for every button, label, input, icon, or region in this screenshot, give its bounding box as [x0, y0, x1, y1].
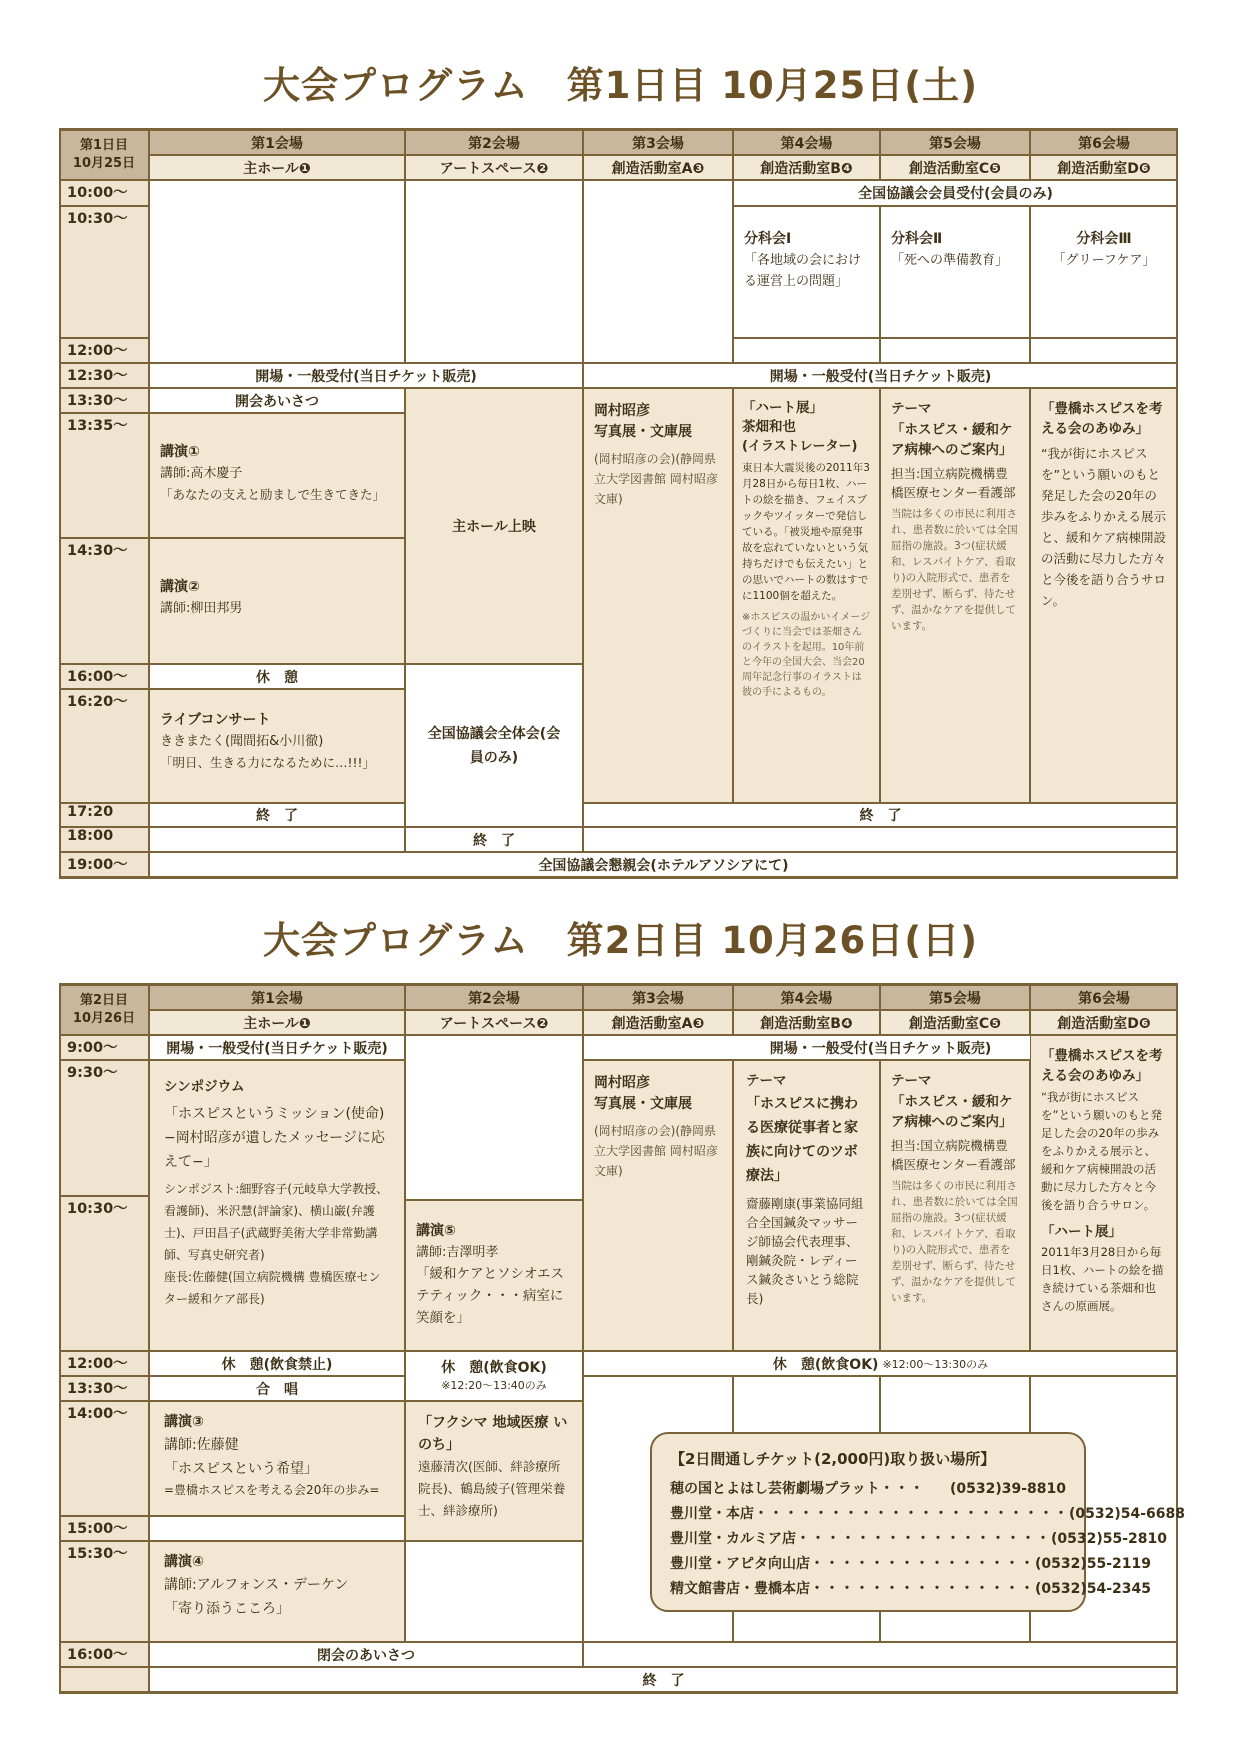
room-4-header: 創造活動室B❹	[733, 155, 880, 180]
theme-title: 「ホスピス・緩和ケア病棟へのご案内」	[891, 1094, 1013, 1130]
room-1-header: 主ホール❶	[149, 1010, 405, 1035]
outlet-name: 穂の国とよはし芸術劇場プラット	[670, 1481, 880, 1497]
lecture-subtitle: =豊橋ホスピスを考える会20年の歩み=	[164, 1483, 380, 1497]
ticket-outlet	[670, 1477, 1066, 1502]
venue-1-header: 第1会場	[149, 985, 405, 1010]
time-slot: 10:30〜	[59, 1196, 149, 1351]
symposium-theme: 「ホスピスというミッション(使命)−岡村昭彦が遺したメッセージに応えて−」	[164, 1106, 385, 1170]
room-5-header: 創造活動室C❺	[880, 155, 1030, 180]
session-title: 分科会Ⅲ	[1076, 231, 1132, 247]
ticket-outlets-box	[650, 1432, 1186, 1612]
date-label: 10月25日	[72, 156, 136, 171]
ticket-outlet	[670, 1527, 1168, 1552]
end-label: 終 了	[149, 1667, 1178, 1692]
session-people: 遠藤清次(医師、絆診療所院長)、鶴島綾子(管理栄養士、絆診療所)	[418, 1459, 566, 1518]
time-slot: 19:00〜	[59, 852, 149, 877]
ticket-outlet	[670, 1552, 1152, 1577]
break-label: 休 憩(飲食OK)	[772, 1356, 879, 1373]
outlet-phone: (0532)55-2810	[1051, 1531, 1168, 1547]
lecture-speaker: 講師:アルフォンス・デーケン	[164, 1577, 349, 1593]
open-reception-left: 開場・一般受付(当日チケット販売)	[149, 363, 583, 388]
venue-3-header: 第3会場	[583, 985, 733, 1010]
exhibition-subtitle: 写真展・文庫展	[594, 424, 692, 440]
heart-artist: 茶畑和也	[742, 419, 796, 435]
lecture-title: 講演②	[160, 579, 200, 595]
break-note: ※12:00〜13:30のみ	[882, 1357, 989, 1371]
room-1-header: 主ホール❶	[149, 155, 405, 180]
lecture-theme: 「あなたの支えと励ましで生きてきた」	[160, 487, 386, 502]
exhibition-note: (岡村昭彦の会)(静岡県立大学図書館 岡村昭彦文庫)	[594, 452, 718, 506]
time-slot: 10:00〜	[59, 180, 149, 206]
venue-2-header: 第2会場	[405, 985, 583, 1010]
lecture-theme: 「ホスピスという希望」	[164, 1461, 318, 1477]
heart-body: 東日本大震災後の2011年3月28日から毎日1枚、ハートの絵を描き、フェイスブックやツイッターで発信している。「被災地や原発事故を忘れていないという気持ちだけでも伝えたい」との思いでハートの数はすでに1100個を超えた。	[742, 462, 870, 602]
venue-5-header: 第5会場	[880, 985, 1030, 1010]
closing-greeting: 閉会のあいさつ	[149, 1642, 583, 1667]
day1-frame	[59, 128, 1178, 879]
member-registration: 全国協議会会員受付(会員のみ)	[733, 180, 1178, 206]
heart-note: ※ホスピスの温かいイメージづくりに当会では茶畑さんのイラストを起用。10年前と今年の全国大会、当会20周年記念行事のイラストは彼の手によるもの。	[742, 612, 871, 698]
dot-leader: ・・・・・・・・・・・・・・・・・・・・・	[754, 1506, 1069, 1522]
theme-person: 担当:国立病院機構豊橋医療センター看護部	[891, 1138, 1016, 1172]
chorus: 合 唱	[149, 1376, 405, 1401]
lecture-theme: 「寄り添うこころ」	[164, 1601, 290, 1617]
venue-5-header: 第5会場	[880, 130, 1030, 155]
dot-leader: ・・・・・・・・・・・・・・・	[810, 1556, 1035, 1572]
lecture-theme: 「緩和ケアとソシオエステティック・・・病室に笑顔を」	[416, 1266, 564, 1326]
history-body: “我が街にホスピスを”という願いのもと発足した会の20年の歩みをふりかえる展示と、緩和ケア病棟開設の活動に尽力した方々と今後を語り合うサロン。	[1041, 1090, 1162, 1212]
venue-3-header: 第3会場	[583, 130, 733, 155]
hall-screening: 主ホール上映	[405, 388, 583, 664]
session-title: 「フクシマ 地域医療 いのち」	[418, 1415, 568, 1453]
theme-label: テーマ	[891, 1073, 932, 1089]
room-6-header: 創造活動室D❻	[1030, 1010, 1178, 1035]
time-slot: 16:00〜	[59, 1642, 149, 1667]
time-slot: 18:00	[59, 827, 149, 852]
ticket-outlet	[670, 1502, 1186, 1527]
concert-theme: 「明日、生きる力になるために…!!!」	[160, 755, 376, 770]
day2-title: 大会プログラム 第2日目 10月26日(日)	[262, 919, 979, 962]
day1-title: 大会プログラム 第1日目 10月25日(土)	[262, 64, 979, 107]
theme-person: 担当:国立病院機構豊橋医療センター看護部	[891, 466, 1016, 500]
break-label: 休 憩(飲食OK)	[441, 1360, 547, 1376]
end-label: 終 了	[583, 803, 1178, 827]
lecture-speaker: 講師:柳田邦男	[160, 601, 243, 616]
open-reception-left: 開場・一般受付(当日チケット販売)	[149, 1035, 405, 1060]
theme-body: 当院は多くの市民に利用され、患者数に於いては全国屈指の施設。3つ(症状緩和、レスパイトケア、看取り)の入院形式で、患者を差別せず、断らず、待たせず、温かなケアを提供しています。	[891, 1180, 1018, 1304]
lecture-title: 講演④	[164, 1554, 204, 1570]
day-label: 第2日目	[79, 993, 129, 1008]
time-slot: 13:30〜	[59, 388, 149, 413]
room-4-header: 創造活動室B❹	[733, 1010, 880, 1035]
date-label: 10月26日	[72, 1011, 136, 1026]
time-slot: 13:35〜	[59, 413, 149, 538]
social-gathering: 全国協議会懇親会(ホテルアソシアにて)	[149, 852, 1178, 877]
symposium-panelists: シンポジスト:細野容子(元岐阜大学教授、看護師)、米沢慧(評論家)、横山巌(弁護士)、戸田昌子(武蔵野美術大学非常勤講師、写真史研究者)	[164, 1182, 389, 1262]
lecture-speaker: 講師:吉澤明孝	[416, 1245, 499, 1260]
time-slot: 17:20	[59, 803, 149, 827]
time-slot: 16:20〜	[59, 689, 149, 803]
venue-6-header: 第6会場	[1030, 130, 1178, 155]
time-slot: 14:30〜	[59, 538, 149, 664]
dot-leader: ・・・・・・・・・・・・・・・・・	[796, 1531, 1051, 1547]
heart-title: 「ハート展」	[742, 400, 823, 416]
outlet-phone: (0532)55-2119	[1035, 1556, 1152, 1572]
history-title: 「豊橋ホスピスを考える会のあゆみ」	[1041, 1048, 1163, 1084]
room-5-header: 創造活動室C❺	[880, 1010, 1030, 1035]
heart-role: (イラストレーター)	[742, 439, 858, 454]
heart-title: 「ハート展」	[1041, 1224, 1122, 1240]
members-general-meeting: 全国協議会全体会(会員のみ)	[405, 664, 583, 827]
outlet-name: 豊川堂・カルミア店	[670, 1531, 796, 1547]
exhibition-note: (岡村昭彦の会)(静岡県立大学図書館 岡村昭彦文庫)	[594, 1124, 718, 1178]
theme-label: テーマ	[891, 401, 932, 417]
outlet-name: 豊川堂・本店	[670, 1506, 754, 1522]
room-6-header: 創造活動室D❻	[1030, 155, 1178, 180]
session-title: 分科会Ⅱ	[891, 231, 943, 247]
lecture-speaker: 講師:佐藤健	[164, 1437, 239, 1453]
symposium-chair: 座長:佐藤健(国立病院機構 豊橋医療センター緩和ケア部長)	[164, 1270, 381, 1306]
time-slot: 16:00〜	[59, 664, 149, 689]
venue-6-header: 第6会場	[1030, 985, 1178, 1010]
theme-title: 「ホスピスに携わる医療従事者と家族に向けてのツボ療法」	[746, 1096, 858, 1184]
outlet-phone: (0532)54-6688	[1069, 1506, 1186, 1522]
venue-4-header: 第4会場	[733, 130, 880, 155]
end-label: 終 了	[149, 803, 405, 827]
time-slot: 12:00〜	[59, 338, 149, 363]
session-theme: 「各地域の会における運営上の問題」	[744, 253, 862, 289]
concert-artist: ききまたく(聞間拓&小川徹)	[160, 734, 324, 749]
session-title: 分科会Ⅰ	[744, 231, 792, 247]
outlet-phone: (0532)54-2345	[1035, 1581, 1152, 1597]
theme-person: 齋藤剛康(事業協同組合全国鍼灸マッサージ師協会代表理事、剛鍼灸院・レディース鍼灸さいとう総院長)	[746, 1196, 864, 1306]
time-slot: 9:30〜	[59, 1060, 149, 1196]
lecture-title: 講演③	[164, 1414, 204, 1430]
session-theme: 「グリーフケア」	[1052, 253, 1156, 268]
outlet-phone: (0532)39-8810	[949, 1481, 1066, 1497]
lecture-title: 講演⑤	[416, 1223, 456, 1239]
outlet-name: 精文館書店・豊橋本店	[670, 1581, 810, 1597]
ticket-title: 【2日間通しチケット(2,000円)取り扱い場所】	[670, 1450, 996, 1468]
ticket-outlet	[670, 1577, 1152, 1602]
history-title: 「豊橋ホスピスを考える会のあゆみ」	[1041, 401, 1163, 437]
time-slot: 12:30〜	[59, 363, 149, 388]
heart-body: 2011年3月28日から毎日1枚、ハートの絵を描き続けている茶畑和也さんの原画展。	[1041, 1245, 1164, 1313]
time-slot: 14:00〜	[59, 1401, 149, 1516]
room-3-header: 創造活動室A❸	[583, 1010, 733, 1035]
outlet-name: 豊川堂・アピタ向山店	[670, 1556, 810, 1572]
exhibition-subtitle: 写真展・文庫展	[594, 1096, 692, 1112]
room-2-header: アートスペース❷	[405, 155, 583, 180]
dot-leader: ・・・	[879, 1481, 925, 1497]
time-slot: 12:00〜	[59, 1351, 149, 1376]
time-slot: 10:30〜	[59, 206, 149, 338]
time-slot: 13:30〜	[59, 1376, 149, 1401]
open-reception-right: 開場・一般受付(当日チケット販売)	[583, 1035, 1178, 1060]
time-slot: 9:00〜	[59, 1035, 149, 1060]
theme-body: 当院は多くの市民に利用され、患者数に於いては全国屈指の施設。3つ(症状緩和、レスパイトケア、看取り)の入院形式で、患者を差別せず、断らず、待たせず、温かなケアを提供しています。	[891, 508, 1018, 632]
end-label: 終 了	[405, 827, 583, 852]
session-theme: 「死への準備教育」	[891, 253, 1009, 268]
room-3-header: 創造活動室A❸	[583, 155, 733, 180]
history-body: “我が街にホスピスを”という願いのもと発足した会の20年の歩みをふりかえる展示と、緩和ケア病棟開設の活動に尽力した方々と今後を語り合うサロン。	[1041, 446, 1167, 608]
theme-title: 「ホスピス・緩和ケア病棟へのご案内」	[891, 422, 1013, 458]
symposium-title: シンポジウム	[164, 1079, 245, 1095]
break-no-food: 休 憩(飲食禁止)	[149, 1351, 405, 1376]
room-2-header: アートスペース❷	[405, 1010, 583, 1035]
exhibition-title: 岡村昭彦	[594, 403, 650, 419]
venue-4-header: 第4会場	[733, 985, 880, 1010]
opening-greeting: 開会あいさつ	[149, 388, 405, 413]
lecture-title: 講演①	[160, 444, 200, 460]
break-note: ※12:20〜13:40のみ	[441, 1379, 547, 1392]
time-slot: 15:30〜	[59, 1541, 149, 1642]
break: 休 憩	[149, 664, 405, 689]
dot-leader: ・・・・・・・・・・・・・・・	[810, 1581, 1035, 1597]
day-label: 第1日目	[79, 138, 129, 153]
open-reception-right: 開場・一般受付(当日チケット販売)	[583, 363, 1178, 388]
lecture-speaker: 講師:高木慶子	[160, 466, 243, 481]
theme-label: テーマ	[746, 1073, 787, 1089]
venue-2-header: 第2会場	[405, 130, 583, 155]
exhibition-title: 岡村昭彦	[594, 1075, 650, 1091]
concert-title: ライブコンサート	[160, 712, 271, 728]
venue-1-header: 第1会場	[149, 130, 405, 155]
time-slot: 15:00〜	[59, 1516, 149, 1541]
